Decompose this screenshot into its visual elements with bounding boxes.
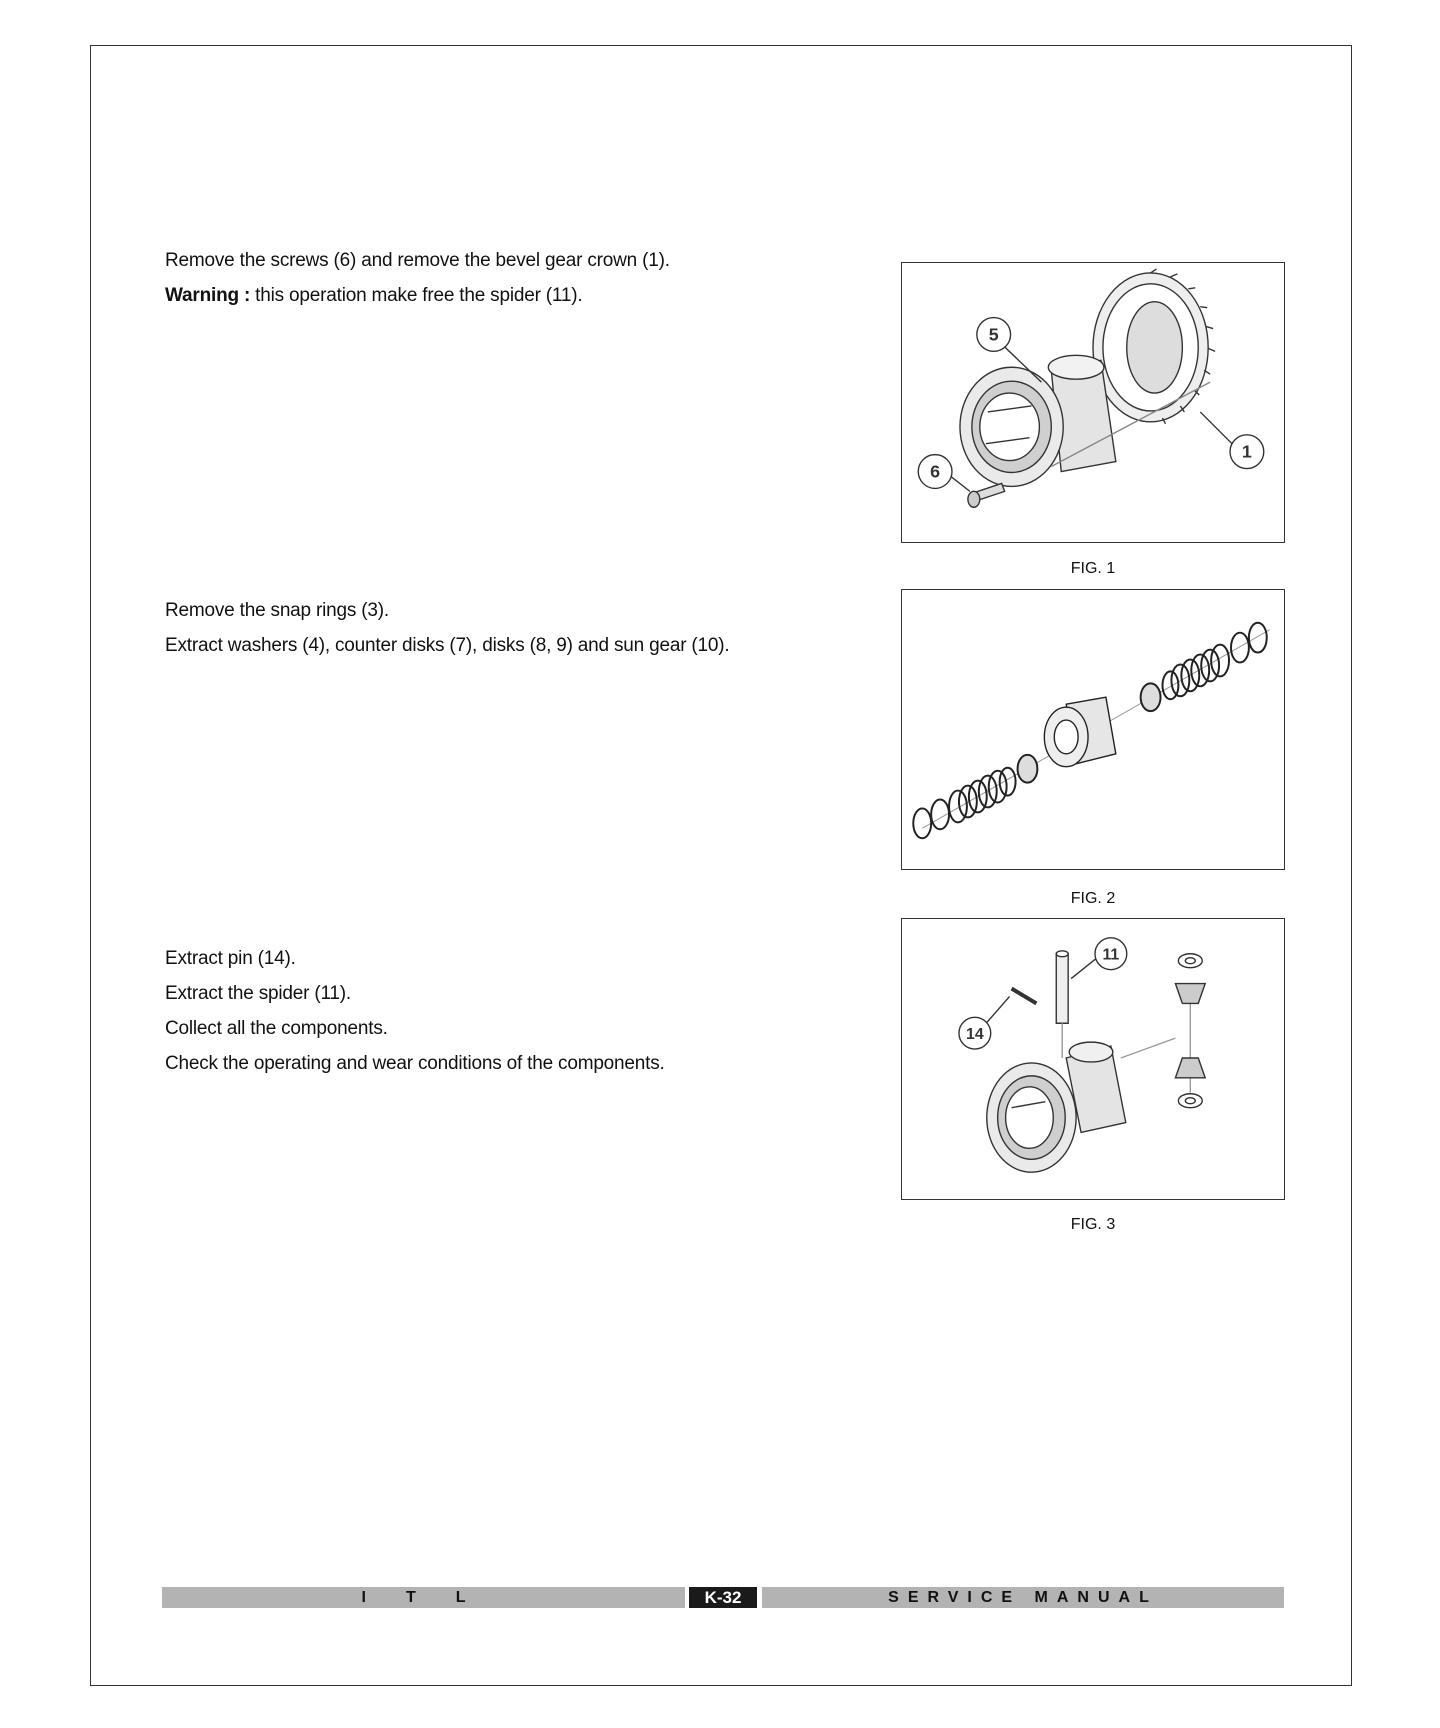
footer-right-text: SERVICE MANUAL	[888, 1588, 1158, 1606]
figure-1-drawing	[902, 263, 1284, 542]
figure-2-caption: FIG. 2	[1070, 890, 1116, 907]
callout-6: 6	[930, 461, 941, 482]
figure-3-caption: FIG. 3	[1070, 1216, 1116, 1233]
callout-5: 5	[988, 324, 999, 345]
instruction-line: Check the operating and wear conditions of the components.	[165, 1053, 665, 1074]
warning-line: Warning : this operation make free the spider (11).	[165, 285, 583, 306]
figure-3	[901, 918, 1285, 1200]
figure-2-drawing	[902, 590, 1284, 869]
instruction-line: Extract pin (14).	[165, 948, 296, 969]
instruction-line: Collect all the components.	[165, 1018, 388, 1039]
instruction-line: Extract the spider (11).	[165, 983, 351, 1004]
footer-page-number: K-32	[689, 1587, 757, 1608]
warning-label: Warning :	[165, 285, 251, 306]
footer-left-bar	[162, 1587, 685, 1608]
instruction-block-2	[165, 593, 729, 663]
instruction-line: Extract washers (4), counter disks (7), disks (8, 9) and sun gear (10).	[165, 635, 730, 656]
instruction-block-3	[165, 941, 665, 1081]
figure-1-caption: FIG. 1	[1070, 560, 1116, 577]
callout-14: 14	[966, 1026, 984, 1044]
figure-2	[901, 589, 1285, 870]
figure-1	[901, 262, 1285, 543]
callout-1: 1	[1241, 441, 1252, 462]
instruction-block-1	[165, 243, 670, 313]
figure-3-drawing	[902, 919, 1284, 1199]
callout-11: 11	[1102, 946, 1120, 964]
instruction-line: Remove the screws (6) and remove the bevel gear crown (1).	[165, 250, 670, 271]
instruction-line: Remove the snap rings (3).	[165, 600, 389, 621]
footer-right-bar	[762, 1587, 1284, 1608]
footer-left-text: ITL	[361, 1588, 506, 1606]
